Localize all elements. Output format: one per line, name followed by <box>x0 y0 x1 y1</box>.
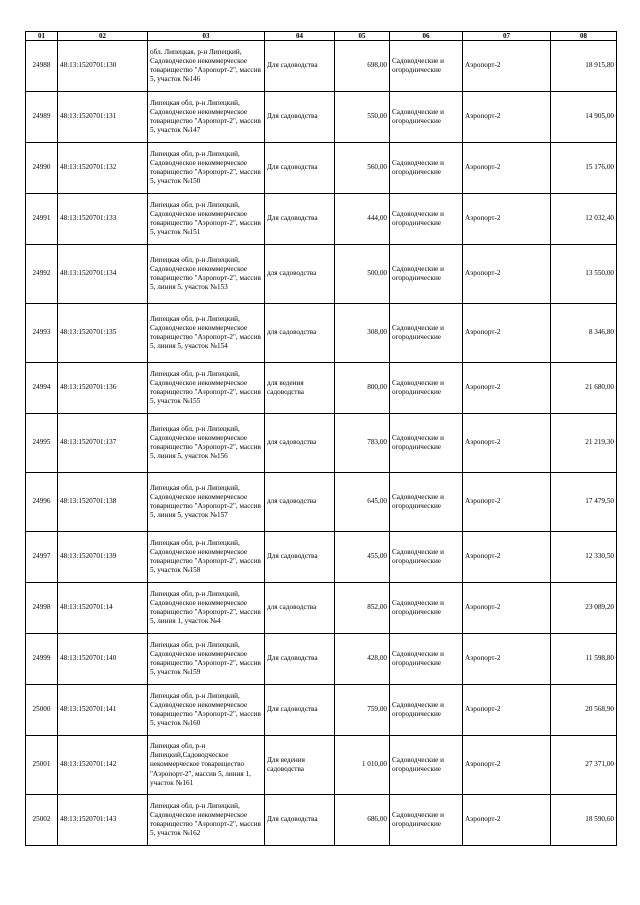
zone-cell: Аэропорт-2 <box>463 532 551 583</box>
cadastral-value-cell: 17 479,50 <box>551 473 617 532</box>
cadastral-value-cell: 18 590,60 <box>551 795 617 846</box>
permitted-use-cell: Для садоводства <box>265 41 335 92</box>
land-category-cell: Садоводческие и огороднические <box>390 532 463 583</box>
permitted-use-cell: для ведения садоводства <box>265 363 335 414</box>
area-cell: 444,00 <box>335 194 390 245</box>
address-text: Липецкая обл, р-н Липецкий, Садоводческое некоммерческое товарищество "Аэропорт-2", массив 5, участок №158 <box>150 538 261 575</box>
column-header-08: 08 <box>551 32 617 41</box>
table-row <box>26 685 617 736</box>
cadastral-value-cell: 21 219,30 <box>551 414 617 473</box>
address-cell <box>148 143 265 194</box>
cadastral-value-cell: 21 680,00 <box>551 363 617 414</box>
cadastral-number-cell: 48:13:1520701:142 <box>58 736 148 795</box>
row-number-cell: 24988 <box>26 41 58 92</box>
table-row <box>26 736 617 795</box>
address-text: Липецкая обл, р-н Липецкий, Садоводческое некоммерческое товарищество "Аэропорт-2", массив 5, линия 5, участок №157 <box>150 483 261 520</box>
land-category-cell: Садоводческие и огороднические <box>390 41 463 92</box>
cadastral-value-cell: 27 371,00 <box>551 736 617 795</box>
land-category-cell: Садоводческие и огороднические <box>390 245 463 304</box>
address-cell <box>148 304 265 363</box>
table-row <box>26 304 617 363</box>
area-cell: 428,00 <box>335 634 390 685</box>
address-text: обл. Липецкая, р-н Липецкий, Садоводческое некоммерческое товарищество "Аэропорт-2", массив 5, участок №146 <box>150 47 261 84</box>
cadastral-number-cell: 48:13:1520701:133 <box>58 194 148 245</box>
address-text: Липецкая обл, р-н Липецкий, Садоводческое некоммерческое товарищество "Аэропорт-2", массив 5, участок №162 <box>150 801 261 838</box>
zone-cell: Аэропорт-2 <box>463 736 551 795</box>
cadastral-value-cell: 13 550,00 <box>551 245 617 304</box>
address-cell <box>148 583 265 634</box>
area-cell: 783,00 <box>335 414 390 473</box>
row-number-cell: 24999 <box>26 634 58 685</box>
cadastral-number-cell: 48:13:1520701:137 <box>58 414 148 473</box>
table-row <box>26 143 617 194</box>
address-text: Липецкая обл, р-н Липецкий,Садоводческое некоммерческое товарищество "Аэропорт-2", массив 5, линия 1, участок №161 <box>150 741 251 787</box>
zone-cell: Аэропорт-2 <box>463 92 551 143</box>
address-cell <box>148 473 265 532</box>
cadastral-number-cell: 48:13:1520701:130 <box>58 41 148 92</box>
column-header-07: 07 <box>463 32 551 41</box>
cadastral-number-cell: 48:13:1520701:14 <box>58 583 148 634</box>
address-cell <box>148 41 265 92</box>
address-cell <box>148 363 265 414</box>
address-text: Липецкая обл, р-н Липецкий, Садоводческое некоммерческое товарищество "Аэропорт-2", массив 5, участок №150 <box>150 149 261 186</box>
address-text: Липецкая обл, р-н Липецкий, Садоводческое некоммерческое товарищество "Аэропорт-2", массив 5, линия 5, участок №154 <box>150 314 261 351</box>
row-number-cell: 24994 <box>26 363 58 414</box>
cadastral-value-cell: 23 089,20 <box>551 583 617 634</box>
area-cell: 550,00 <box>335 92 390 143</box>
permitted-use-cell: Для садоводства <box>265 143 335 194</box>
table-row <box>26 532 617 583</box>
zone-cell: Аэропорт-2 <box>463 795 551 846</box>
address-cell <box>148 795 265 846</box>
cadastral-value-cell: 14 905,00 <box>551 92 617 143</box>
table-row <box>26 245 617 304</box>
address-cell <box>148 414 265 473</box>
address-cell <box>148 194 265 245</box>
table-row <box>26 414 617 473</box>
cadastral-value-cell: 8 346,80 <box>551 304 617 363</box>
address-cell <box>148 736 265 795</box>
table-row <box>26 194 617 245</box>
cadastral-number-cell: 48:13:1520701:131 <box>58 92 148 143</box>
land-category-cell: Садоводческие и огороднические <box>390 473 463 532</box>
address-text: Липецкая обл, р-н Липецкий, Садоводческое некоммерческое товарищество "Аэропорт-2", массив 5, линия 1, участок №4 <box>150 589 261 626</box>
address-text: Липецкая обл, р-н Липецкий, Садоводческое некоммерческое товарищество "Аэропорт-2", массив 5, линия 5, участок №156 <box>150 424 261 461</box>
zone-cell: Аэропорт-2 <box>463 473 551 532</box>
cadastral-number-cell: 48:13:1520701:140 <box>58 634 148 685</box>
table-row <box>26 473 617 532</box>
permitted-use-cell: Для садоводства <box>265 795 335 846</box>
zone-cell: Аэропорт-2 <box>463 41 551 92</box>
area-cell: 686,00 <box>335 795 390 846</box>
area-cell: 500,00 <box>335 245 390 304</box>
area-cell: 800,00 <box>335 363 390 414</box>
table-row <box>26 41 617 92</box>
cadastral-value-cell: 12 330,50 <box>551 532 617 583</box>
permitted-use-cell: для садоводства <box>265 304 335 363</box>
row-number-cell: 24989 <box>26 92 58 143</box>
address-cell <box>148 92 265 143</box>
zone-cell: Аэропорт-2 <box>463 414 551 473</box>
address-cell <box>148 634 265 685</box>
cadastral-value-cell: 18 915,80 <box>551 41 617 92</box>
row-number-cell: 24991 <box>26 194 58 245</box>
permitted-use-cell: для садоводства <box>265 473 335 532</box>
land-category-cell: Садоводческие и огороднические <box>390 194 463 245</box>
address-cell <box>148 685 265 736</box>
row-number-cell: 24996 <box>26 473 58 532</box>
permitted-use-cell: для садоводства <box>265 414 335 473</box>
land-category-cell: Садоводческие и огороднические <box>390 634 463 685</box>
cadastral-number-cell: 48:13:1520701:132 <box>58 143 148 194</box>
row-number-cell: 25002 <box>26 795 58 846</box>
row-number-cell: 24995 <box>26 414 58 473</box>
table-row <box>26 583 617 634</box>
row-number-cell: 24998 <box>26 583 58 634</box>
address-cell <box>148 532 265 583</box>
area-cell: 645,00 <box>335 473 390 532</box>
permitted-use-cell: Для ведения садоводства <box>265 736 335 795</box>
cadastral-number-cell: 48:13:1520701:141 <box>58 685 148 736</box>
row-number-cell: 24990 <box>26 143 58 194</box>
permitted-use-cell: Для садоводства <box>265 532 335 583</box>
zone-cell: Аэропорт-2 <box>463 634 551 685</box>
area-cell: 560,00 <box>335 143 390 194</box>
cadastral-value-cell: 12 032,40 <box>551 194 617 245</box>
column-header-01: 01 <box>26 32 58 41</box>
table-header-row <box>26 32 617 41</box>
land-category-cell: Садоводческие и огороднические <box>390 414 463 473</box>
address-text: Липецкая обл, р-н Липецкий, Садоводческое некоммерческое товарищество "Аэропорт-2", массив 5, участок №159 <box>150 640 261 677</box>
permitted-use-cell: Для садоводства <box>265 194 335 245</box>
cadastral-number-cell: 48:13:1520701:136 <box>58 363 148 414</box>
area-cell: 698,00 <box>335 41 390 92</box>
address-text: Липецкая обл, р-н Липецкий, Садоводческое некоммерческое товарищество "Аэропорт-2", массив 5, участок №155 <box>150 369 261 406</box>
area-cell: 759,00 <box>335 685 390 736</box>
area-cell: 455,00 <box>335 532 390 583</box>
table-row <box>26 363 617 414</box>
permitted-use-cell: для садоводства <box>265 583 335 634</box>
cadastral-value-cell: 20 568,90 <box>551 685 617 736</box>
row-number-cell: 24997 <box>26 532 58 583</box>
zone-cell: Аэропорт-2 <box>463 245 551 304</box>
row-number-cell: 25000 <box>26 685 58 736</box>
zone-cell: Аэропорт-2 <box>463 304 551 363</box>
row-number-cell: 25001 <box>26 736 58 795</box>
address-text: Липецкая обл, р-н Липецкий, Садоводческое некоммерческое товарищество "Аэропорт-2", массив 5, участок №147 <box>150 98 261 135</box>
land-category-cell: Садоводческие и огороднические <box>390 92 463 143</box>
address-text: Липецкая обл, р-н Липецкий, Садоводческое некоммерческое товарищество "Аэропорт-2", массив 5, линия 5, участок №153 <box>150 255 261 292</box>
permitted-use-cell: Для садоводства <box>265 92 335 143</box>
column-header-03: 03 <box>148 32 265 41</box>
permitted-use-cell: Для садоводства <box>265 685 335 736</box>
address-cell <box>148 245 265 304</box>
cadastral-value-cell: 11 598,80 <box>551 634 617 685</box>
land-category-cell: Садоводческие и огороднические <box>390 583 463 634</box>
zone-cell: Аэропорт-2 <box>463 685 551 736</box>
table-body <box>26 41 617 846</box>
cadastral-number-cell: 48:13:1520701:138 <box>58 473 148 532</box>
land-category-cell: Садоводческие и огороднические <box>390 143 463 194</box>
column-header-06: 06 <box>390 32 463 41</box>
table-row <box>26 634 617 685</box>
zone-cell: Аэропорт-2 <box>463 363 551 414</box>
cadastral-number-cell: 48:13:1520701:139 <box>58 532 148 583</box>
zone-cell: Аэропорт-2 <box>463 583 551 634</box>
table-row <box>26 92 617 143</box>
permitted-use-cell: для садоводства <box>265 245 335 304</box>
zone-cell: Аэропорт-2 <box>463 194 551 245</box>
cadastral-value-cell: 15 176,00 <box>551 143 617 194</box>
land-category-cell: Садоводческие и огороднические <box>390 685 463 736</box>
cadastral-number-cell: 48:13:1520701:135 <box>58 304 148 363</box>
row-number-cell: 24993 <box>26 304 58 363</box>
address-text: Липецкая обл, р-н Липецкий, Садоводческое некоммерческое товарищество "Аэропорт-2", массив 5, участок №160 <box>150 691 261 728</box>
zone-cell: Аэропорт-2 <box>463 143 551 194</box>
table-row <box>26 795 617 846</box>
permitted-use-cell: Для садоводства <box>265 634 335 685</box>
area-cell: 852,00 <box>335 583 390 634</box>
row-number-cell: 24992 <box>26 245 58 304</box>
land-category-cell: Садоводческие и огороднические <box>390 304 463 363</box>
land-category-cell: Садоводческие и огороднические <box>390 795 463 846</box>
land-category-cell: Садоводческие и огороднические <box>390 736 463 795</box>
cadastral-number-cell: 48:13:1520701:134 <box>58 245 148 304</box>
column-header-04: 04 <box>265 32 335 41</box>
land-register-table <box>25 31 617 846</box>
column-header-05: 05 <box>335 32 390 41</box>
column-header-02: 02 <box>58 32 148 41</box>
area-cell: 308,00 <box>335 304 390 363</box>
area-cell: 1 010,00 <box>335 736 390 795</box>
address-text: Липецкая обл, р-н Липецкий, Садоводческое некоммерческое товарищество "Аэропорт-2", массив 5, участок №151 <box>150 200 261 237</box>
cadastral-number-cell: 48:13:1520701:143 <box>58 795 148 846</box>
land-category-cell: Садоводческие и огороднические <box>390 363 463 414</box>
